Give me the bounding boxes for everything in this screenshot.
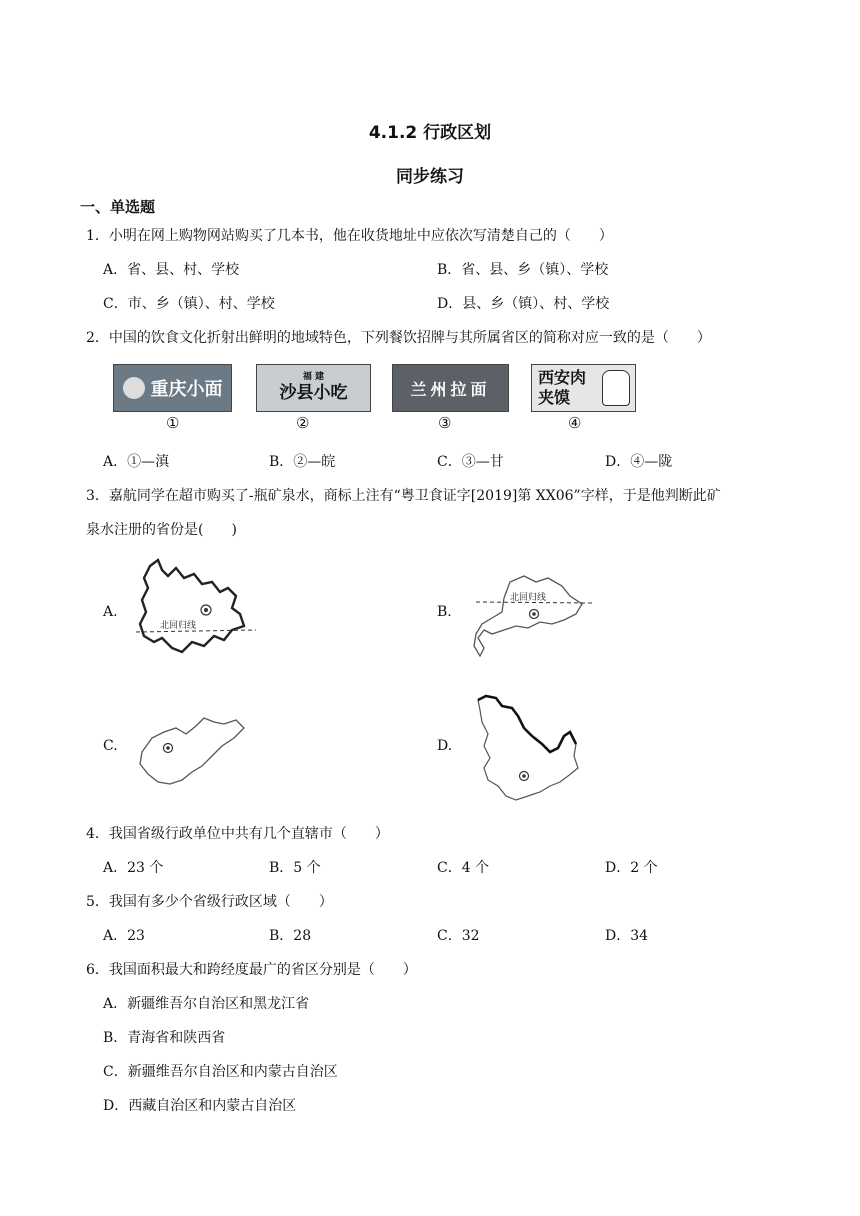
q1-option-b[interactable]: B．省、县、乡（镇）、学校: [437, 262, 609, 278]
q5-option-c[interactable]: C．32: [437, 928, 480, 944]
q1-option-c[interactable]: C．市、乡（镇）、村、学校: [103, 296, 275, 312]
map-shandong: [130, 712, 250, 790]
tropic-label: 北回归线: [160, 621, 197, 631]
sign-number: ③: [438, 414, 452, 432]
q2-option-d[interactable]: D．④—陇: [605, 454, 673, 470]
q1-option-a[interactable]: A．省、县、村、学校: [103, 262, 240, 278]
question-6-text: 6．我国面积最大和跨经度最广的省区分别是（ ）: [86, 962, 417, 978]
sign-number: ②: [296, 414, 310, 432]
map-guangdong: [470, 568, 595, 660]
question-3-line-1: 3．嘉航同学在超市购买了-瓶矿泉水，商标上注有“粤卫食证字[2019]第 XX06”字样，于是他判断此矿: [86, 488, 721, 504]
sign-number: ①: [166, 414, 180, 432]
q6-option-c[interactable]: C．新疆维吾尔自治区和内蒙古自治区: [103, 1064, 338, 1080]
q5-option-d[interactable]: D．34: [605, 928, 649, 944]
q4-option-d[interactable]: D．2 个: [605, 860, 658, 876]
sign-chongqing-noodles: [113, 364, 232, 412]
q4-option-b[interactable]: B．5 个: [269, 860, 321, 876]
page-subtitle: 同步练习: [396, 167, 464, 187]
bowl-icon: [123, 377, 145, 399]
q4-option-a[interactable]: A．23 个: [103, 860, 164, 876]
question-5-text: 5．我国有多少个省级行政区域（ ）: [86, 894, 333, 910]
question-1-text: 1．小明在网上购物网站购买了几本书，他在收货地址中应依次写清楚自己的（ ）: [86, 228, 613, 244]
tropic-label: 北回归线: [510, 593, 547, 603]
sign-shaxian-snacks: [256, 364, 371, 412]
map-yunnan: [132, 556, 260, 666]
q3-option-c[interactable]: C.: [103, 738, 118, 754]
q3-option-d[interactable]: D.: [437, 738, 453, 754]
q5-option-a[interactable]: A．23: [103, 928, 145, 944]
chef-icon: [602, 370, 630, 406]
sign-label: 兰州拉面: [410, 379, 491, 399]
sign-label: 沙县小吃: [279, 383, 348, 403]
q6-option-b[interactable]: B．青海省和陕西省: [103, 1030, 226, 1046]
sign-label: 西安肉夹馍: [538, 368, 587, 407]
sign-lanzhou-noodles: [392, 364, 509, 412]
q5-option-b[interactable]: B．28: [269, 928, 312, 944]
q6-option-a[interactable]: A．新疆维吾尔自治区和黑龙江省: [103, 996, 310, 1012]
q3-option-a[interactable]: A.: [103, 604, 118, 620]
q4-option-c[interactable]: C．4 个: [437, 860, 490, 876]
sign-xian-roujiamo: [531, 364, 636, 412]
sign-number: ④: [568, 414, 582, 432]
map-heilongjiang: [470, 692, 585, 808]
question-4-text: 4．我国省级行政单位中共有几个直辖市（ ）: [86, 826, 389, 842]
q2-option-b[interactable]: B．②—皖: [269, 454, 336, 470]
q2-option-a[interactable]: A．①—滇: [103, 454, 170, 470]
section-heading: 一、单选题: [80, 198, 156, 216]
q6-option-d[interactable]: D．西藏自治区和内蒙古自治区: [103, 1098, 297, 1114]
q3-option-b[interactable]: B.: [437, 604, 452, 620]
sign-label: 重庆小面: [150, 379, 223, 400]
q2-option-c[interactable]: C．③—甘: [437, 454, 504, 470]
question-3-line-2: 泉水注册的省份是( ): [86, 522, 237, 538]
q1-option-d[interactable]: D．县、乡（镇）、村、学校: [437, 296, 610, 312]
question-2-text: 2．中国的饮食文化折射出鲜明的地域特色，下列餐饮招牌与其所属省区的简称对应一致的是（ ）: [86, 330, 711, 346]
page-title: 4.1.2 行政区划: [368, 123, 492, 143]
sign-top-text: 福 建: [302, 372, 325, 382]
